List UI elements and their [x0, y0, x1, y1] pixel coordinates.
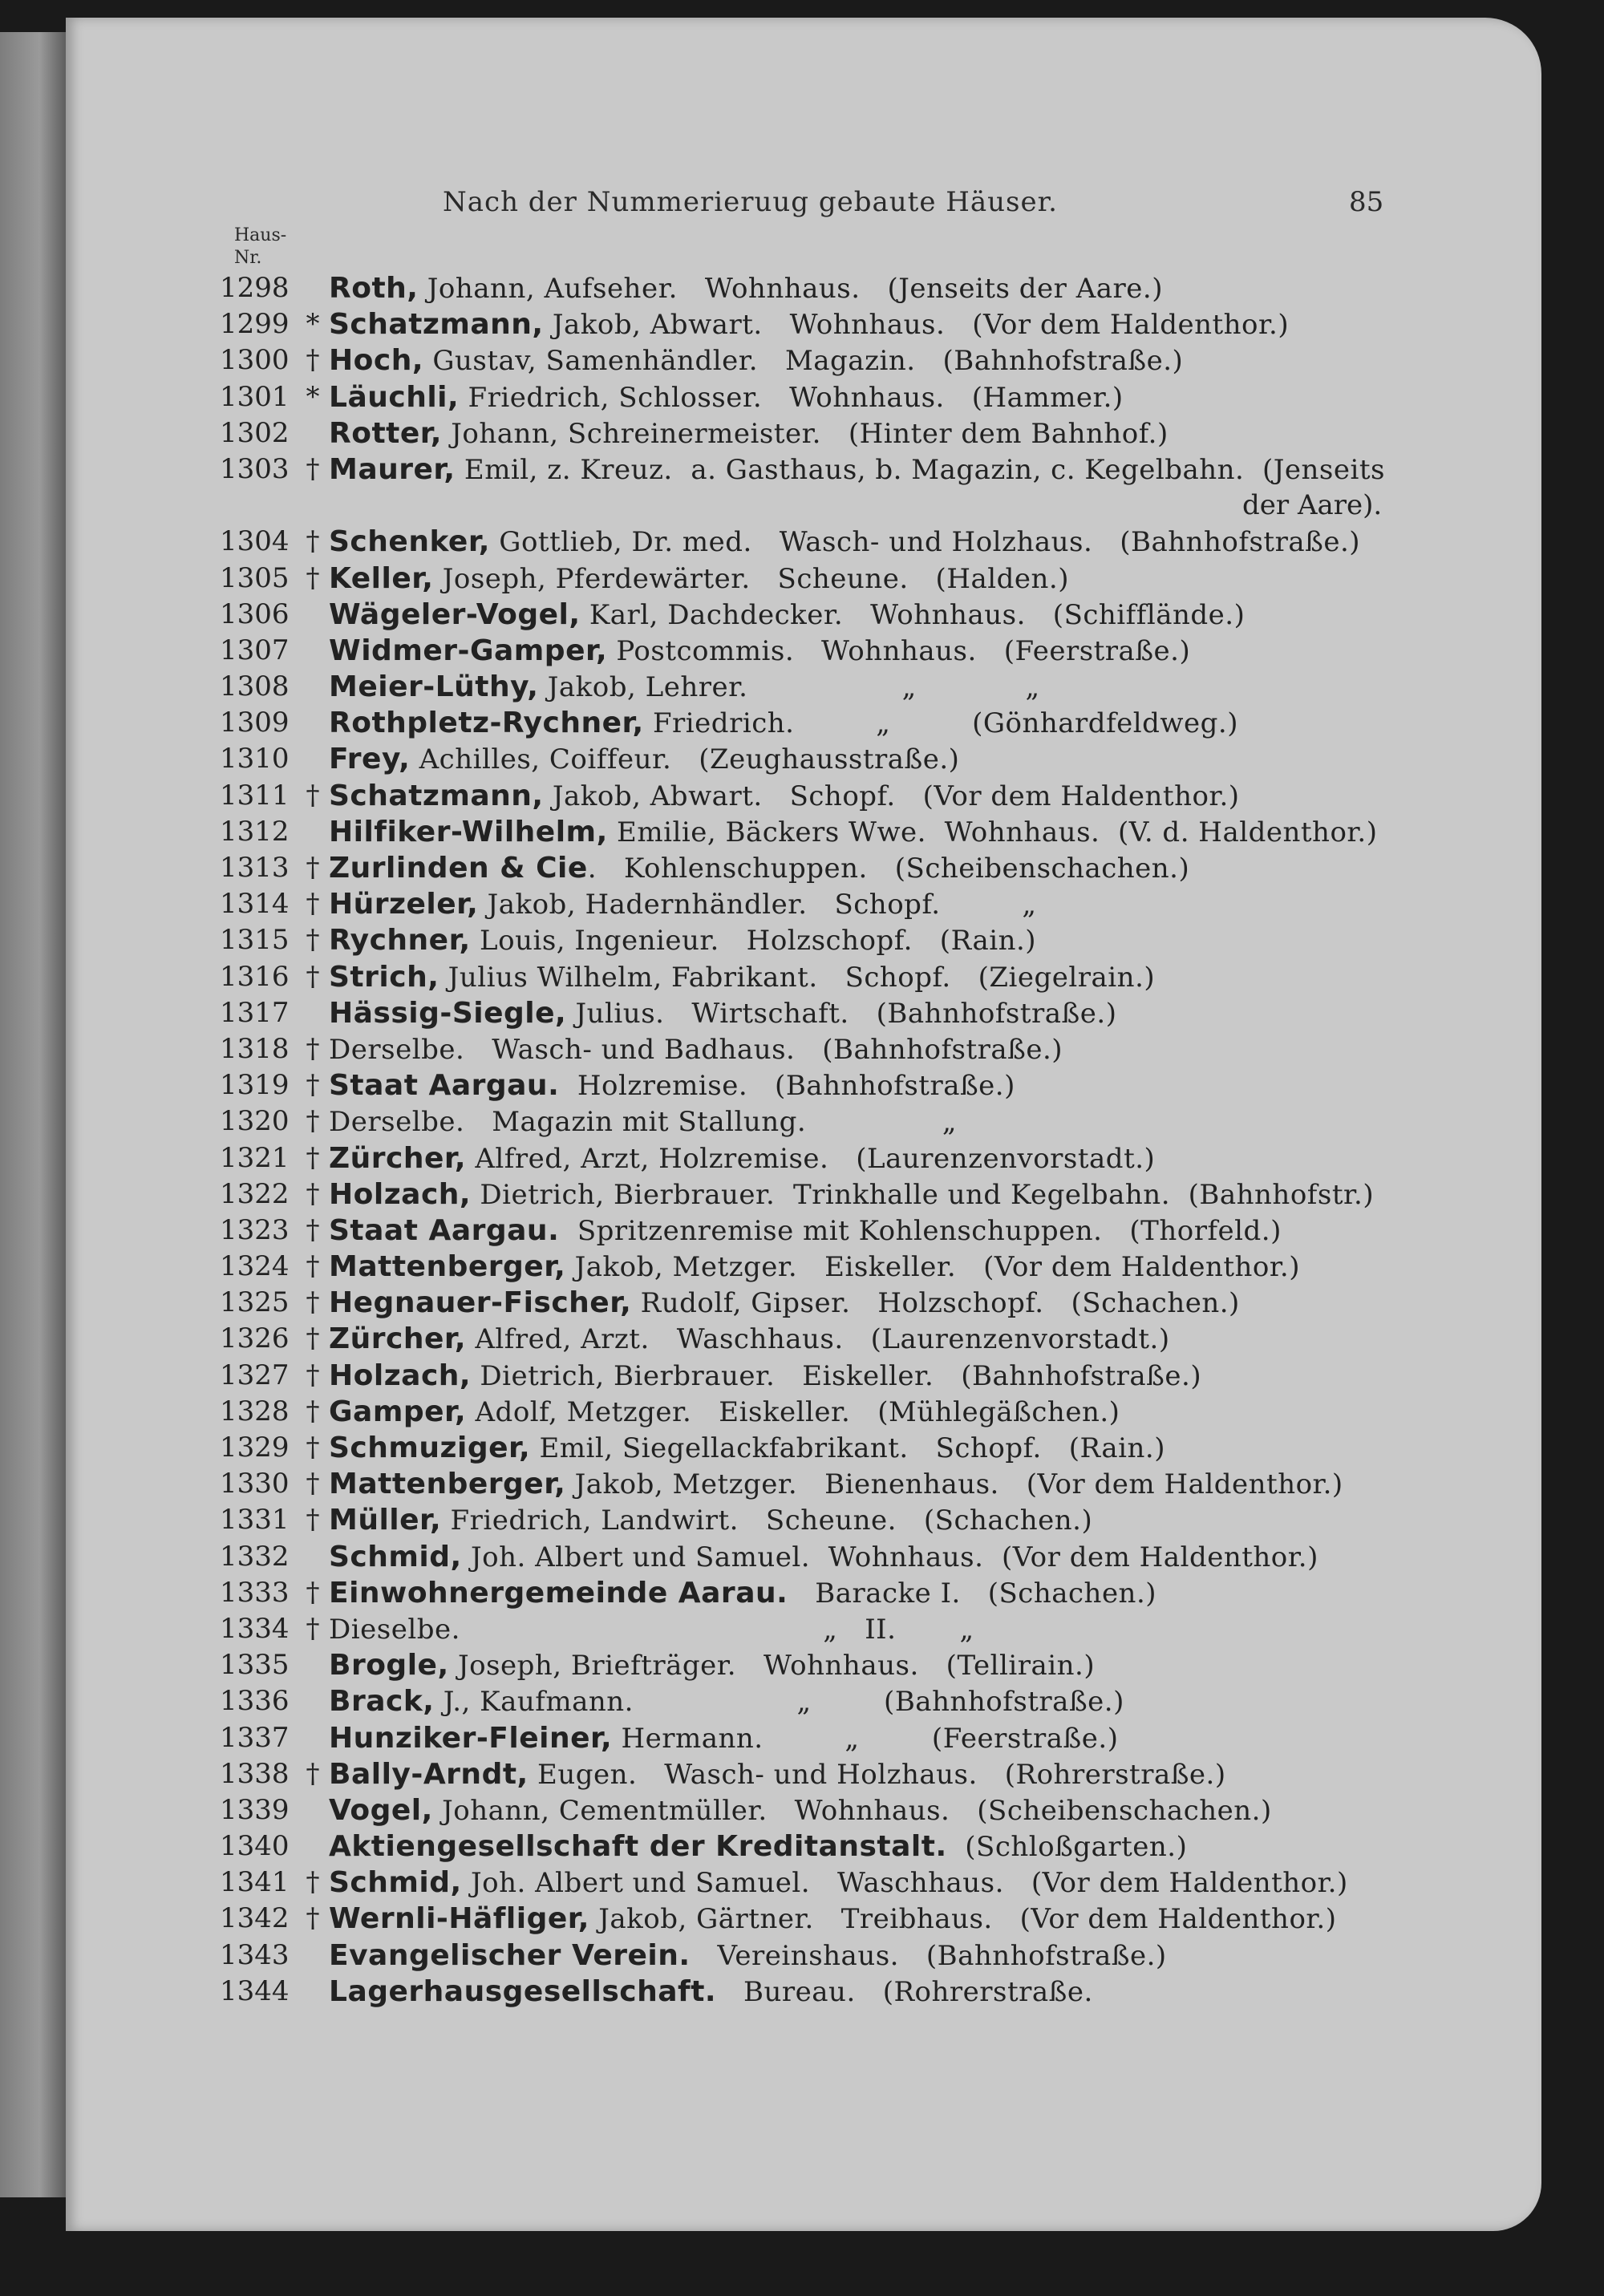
entry-description: Jakob, Abwart. Schopf. (Vor dem Haldenthor.)	[543, 780, 1240, 812]
owner-name: Lagerhausgesellschaft.	[329, 1974, 717, 2008]
house-number: 1333	[220, 1576, 290, 1609]
entry-mark: †	[306, 960, 320, 993]
house-number: 1302	[220, 416, 290, 449]
list-item	[220, 1103, 1423, 1140]
entry-mark: †	[306, 1757, 320, 1790]
house-number: 1340	[220, 1830, 290, 1863]
entry-text	[329, 1502, 1092, 1539]
entry-text	[329, 1938, 1167, 1974]
entry-description: Johann, Aufseher. Wohnhaus. (Jenseits der Aare.)	[418, 273, 1163, 305]
house-number: 1326	[220, 1322, 290, 1355]
entry-description: Rudolf, Gipser. Holzschopf. (Schachen.)	[631, 1287, 1240, 1320]
house-number: 1311	[220, 779, 290, 812]
entry-description: Julius Wilhelm, Fabrikant. Schopf. (Ziegelrain.)	[439, 961, 1156, 994]
entry-text	[329, 270, 1163, 307]
owner-name: Zurlinden & Cie	[329, 852, 588, 885]
owner-name: Brogle,	[329, 1649, 449, 1683]
entry-mark: †	[306, 1286, 320, 1319]
entry-description: Jakob, Gärtner. Treibhaus. (Vor dem Haldenthor.)	[589, 1903, 1337, 1936]
list-item	[220, 1285, 1423, 1321]
list-item	[220, 488, 1423, 524]
house-number: 1339	[220, 1793, 290, 1826]
owner-name: Schmid,	[329, 1540, 462, 1573]
owner-name: Holzach,	[329, 1177, 472, 1211]
owner-name: Frey,	[329, 743, 411, 776]
entry-text	[329, 1865, 1348, 1901]
owner-name: Rychner,	[329, 924, 471, 958]
house-number: 1343	[220, 1938, 290, 1971]
list-item	[220, 778, 1423, 814]
entry-mark: †	[306, 1322, 320, 1355]
list-item	[220, 561, 1423, 597]
list-item	[220, 1176, 1423, 1213]
entry-text	[329, 1901, 1337, 1938]
entry-description: Jakob, Lehrer. „ „	[538, 671, 1040, 704]
house-number: 1344	[220, 1974, 290, 2007]
list-item	[220, 1720, 1423, 1756]
list-item	[220, 379, 1423, 415]
house-number: 1312	[220, 815, 290, 848]
list-item	[220, 669, 1423, 705]
entry-description: Achilles, Coiffeur. (Zeughausstraße.)	[410, 743, 960, 776]
list-item	[220, 741, 1423, 777]
entry-description: J., Kaufmann. „ (Bahnhofstraße.)	[434, 1686, 1124, 1719]
entry-text	[329, 1974, 1093, 2011]
entry-mark: †	[306, 1213, 320, 1246]
house-number: 1299	[220, 308, 290, 341]
entry-mark: †	[306, 1902, 320, 1935]
entry-text	[329, 850, 1189, 887]
column-label	[234, 225, 306, 269]
owner-name: Holzach,	[329, 1359, 472, 1392]
entry-text	[329, 1285, 1240, 1322]
list-item	[220, 1756, 1423, 1792]
owner-name: Brack,	[329, 1685, 435, 1719]
entry-description: Jakob, Metzger. Eiskeller. (Vor dem Haldenthor.)	[565, 1251, 1300, 1284]
house-number: 1301	[220, 380, 290, 413]
entry-mark: †	[306, 1468, 320, 1500]
entry-mark: *	[306, 380, 320, 413]
house-number: 1317	[220, 996, 290, 1029]
entry-description: . Kohlenschuppen. (Scheibenschachen.)	[587, 852, 1190, 885]
list-item	[220, 1901, 1423, 1937]
entry-text	[329, 669, 1040, 706]
list-item	[220, 1358, 1423, 1394]
house-number: 1304	[220, 525, 290, 558]
list-item	[220, 1502, 1423, 1538]
entry-text	[329, 995, 1116, 1032]
house-number: 1334	[220, 1612, 290, 1645]
entry-mark: †	[306, 1032, 320, 1065]
entry-text	[329, 561, 1069, 597]
entry-description: Postcommis. Wohnhaus. (Feerstraße.)	[607, 634, 1191, 667]
owner-name: Widmer-Gamper,	[329, 634, 608, 667]
list-item	[220, 1067, 1423, 1103]
entry-text	[329, 1828, 1187, 1865]
entry-mark: †	[306, 1359, 320, 1391]
entry-description: Friedrich, Landwirt. Scheune. (Schachen.)	[441, 1504, 1093, 1537]
house-number: 1336	[220, 1685, 290, 1718]
entry-text	[329, 959, 1155, 996]
book-page	[66, 18, 1541, 2231]
owner-name: Strich,	[329, 960, 439, 994]
entry-description: Friedrich, Schlosser. Wohnhaus. (Hammer.)	[459, 381, 1124, 414]
list-item	[220, 995, 1423, 1031]
list-item	[220, 1938, 1423, 1974]
entry-text	[329, 379, 1124, 416]
house-number: 1309	[220, 707, 290, 739]
list-item	[220, 306, 1423, 342]
entry-text	[329, 1067, 1015, 1104]
list-item	[220, 1611, 1423, 1647]
owner-name: Maurer,	[329, 452, 456, 486]
house-number: 1323	[220, 1213, 290, 1246]
entry-description: Johann, Schreinermeister. (Hinter dem Bahnhof.)	[441, 417, 1169, 450]
owner-name: Evangelischer Verein.	[329, 1938, 691, 1972]
page-header-title: Nach der Nummerieruug gebaute Häuser.	[443, 186, 1058, 218]
owner-name: Hilfiker-Wilhelm,	[329, 815, 608, 848]
entry-description: Derselbe. Magazin mit Stallung. „	[329, 1106, 957, 1139]
entry-description: Hermann. „ (Feerstraße.)	[612, 1722, 1119, 1755]
house-number: 1342	[220, 1902, 290, 1935]
entry-text	[329, 1720, 1118, 1757]
list-item	[220, 524, 1423, 560]
list-item	[220, 452, 1423, 488]
owner-name: Rotter,	[329, 416, 442, 450]
owner-name: Roth,	[329, 272, 419, 305]
owner-name: Wägeler-Vogel,	[329, 597, 581, 631]
entry-description: Gottlieb, Dr. med. Wasch- und Holzhaus. (Bahnhofstraße.)	[489, 526, 1361, 559]
entry-text	[329, 1249, 1300, 1286]
entry-text	[329, 1358, 1201, 1395]
owner-name: Einwohnergemeinde Aarau.	[329, 1576, 788, 1610]
column-label-line1: Haus-	[234, 225, 287, 245]
entry-text	[329, 1611, 974, 1648]
list-item	[220, 1539, 1423, 1575]
list-item	[220, 270, 1423, 306]
entry-description: Joseph, Briefträger. Wohnhaus. (Tellirain.)	[448, 1650, 1096, 1683]
list-item	[220, 1647, 1423, 1683]
entry-description: Bureau. (Rohrerstraße.	[716, 1975, 1093, 2008]
entry-mark: †	[306, 1504, 320, 1537]
entry-text	[329, 1466, 1343, 1503]
house-entry-list	[220, 270, 1423, 2010]
entry-description: Johann, Cementmüller. Wohnhaus. (Scheibenschachen.)	[432, 1794, 1272, 1827]
entry-description: Holzremise. (Bahnhofstraße.)	[559, 1070, 1015, 1103]
house-number: 1308	[220, 670, 290, 703]
entry-description: Emil, z. Kreuz. a. Gasthaus, b. Magazin, c. Kegelbahn. (Jenseits	[455, 453, 1385, 486]
list-item	[220, 597, 1423, 633]
owner-name: Gamper,	[329, 1395, 467, 1428]
page-number: 85	[1349, 186, 1384, 218]
owner-name: Schmid,	[329, 1866, 462, 1900]
owner-name: Zürcher,	[329, 1322, 467, 1356]
entry-description: Alfred, Arzt. Waschhaus. (Laurenzenvorstadt.)	[466, 1323, 1170, 1356]
house-number: 1310	[220, 743, 290, 775]
house-number: 1341	[220, 1866, 290, 1899]
entry-mark: †	[306, 525, 320, 558]
entry-description: Emilie, Bäckers Wwe. Wohnhaus. (V. d. Haldenthor.)	[607, 816, 1378, 848]
entry-text	[329, 1756, 1226, 1793]
entry-description: Eugen. Wasch- und Holzhaus. (Rohrerstraße.)	[528, 1758, 1226, 1791]
house-number: 1319	[220, 1069, 290, 1102]
list-item	[220, 1828, 1423, 1865]
owner-name: Schatzmann,	[329, 779, 544, 812]
entry-mark: †	[306, 1395, 320, 1427]
house-number: 1315	[220, 924, 290, 957]
entry-mark: †	[306, 924, 320, 957]
entry-text	[329, 922, 1036, 959]
entry-mark: †	[306, 888, 320, 921]
entry-mark: †	[306, 1250, 320, 1283]
entry-description: Alfred, Arzt, Holzremise. (Laurenzenvorstadt.)	[466, 1142, 1156, 1175]
entry-text	[329, 1683, 1124, 1720]
entry-text	[329, 1031, 1063, 1068]
entry-description: Vereinshaus. (Bahnhofstraße.)	[690, 1939, 1167, 1972]
entry-text	[329, 1539, 1318, 1576]
entry-mark: †	[306, 1431, 320, 1464]
owner-name: Mattenberger,	[329, 1468, 566, 1501]
list-item	[220, 959, 1423, 995]
list-item	[220, 1140, 1423, 1176]
list-item	[220, 1213, 1423, 1249]
house-number: 1313	[220, 852, 290, 884]
house-number: 1307	[220, 634, 290, 666]
entry-text	[329, 415, 1169, 452]
entry-text	[329, 705, 1238, 742]
entry-continuation: der Aare).	[1242, 489, 1383, 522]
entry-text	[329, 1103, 957, 1140]
entry-description: Derselbe. Wasch- und Badhaus. (Bahnhofstraße.)	[329, 1033, 1063, 1066]
entry-description: Jakob, Hadernhändler. Schopf. „	[478, 889, 1037, 921]
entry-mark: †	[306, 344, 320, 377]
entry-description: Gustav, Samenhändler. Magazin. (Bahnhofstraße.)	[423, 345, 1184, 378]
list-item	[220, 1321, 1423, 1357]
list-item	[220, 1394, 1423, 1430]
entry-description: (Schloßgarten.)	[946, 1831, 1188, 1864]
house-number: 1303	[220, 452, 290, 485]
house-number: 1320	[220, 1105, 290, 1138]
entry-description: Dieselbe. „ II. „	[329, 1613, 974, 1646]
owner-name: Schatzmann,	[329, 308, 544, 342]
entry-text	[329, 633, 1190, 670]
list-item	[220, 1430, 1423, 1466]
house-number: 1321	[220, 1141, 290, 1174]
house-number: 1337	[220, 1721, 290, 1754]
owner-name: Müller,	[329, 1504, 442, 1537]
entry-text	[329, 1213, 1282, 1249]
entry-description: Dietrich, Bierbrauer. Trinkhalle und Kegelbahn. (Bahnhofstr.)	[471, 1178, 1375, 1211]
entry-mark: †	[306, 1069, 320, 1102]
entry-description: Dietrich, Bierbrauer. Eiskeller. (Bahnhofstraße.)	[471, 1359, 1202, 1392]
entry-text	[329, 1792, 1272, 1829]
house-number: 1318	[220, 1032, 290, 1065]
entry-text	[329, 1176, 1374, 1213]
entry-text	[329, 452, 1385, 488]
entry-text	[329, 306, 1289, 343]
owner-name: Staat Aargau.	[329, 1069, 560, 1103]
house-number: 1306	[220, 597, 290, 630]
entry-text	[329, 597, 1245, 634]
owner-name: Hoch,	[329, 344, 424, 378]
entry-text	[329, 1321, 1170, 1358]
owner-name: Bally-Arndt,	[329, 1757, 529, 1791]
house-number: 1305	[220, 561, 290, 594]
house-number: 1327	[220, 1359, 290, 1391]
entry-mark: *	[306, 308, 320, 341]
house-number: 1338	[220, 1757, 290, 1790]
entry-text	[329, 1575, 1156, 1612]
entry-mark: †	[306, 452, 320, 485]
entry-description: Joh. Albert und Samuel. Wohnhaus. (Vor dem Haldenthor.)	[461, 1541, 1318, 1573]
house-number: 1300	[220, 344, 290, 377]
owner-name: Staat Aargau.	[329, 1213, 560, 1247]
list-item	[220, 1683, 1423, 1719]
owner-name: Hegnauer-Fischer,	[329, 1286, 632, 1320]
entry-text	[329, 886, 1037, 923]
entry-description: Friedrich. „ (Gönhardfeldweg.)	[643, 707, 1238, 740]
entry-text	[329, 1430, 1165, 1467]
owner-name: Läuchli,	[329, 380, 460, 414]
entry-text	[329, 342, 1183, 379]
entry-text	[329, 1140, 1155, 1177]
house-number: 1335	[220, 1649, 290, 1682]
list-item	[220, 1792, 1423, 1828]
owner-name: Vogel,	[329, 1793, 433, 1827]
entry-description: Jakob, Metzger. Bienenhaus. (Vor dem Haldenthor.)	[565, 1468, 1343, 1501]
entry-mark: †	[306, 1866, 320, 1899]
list-item	[220, 886, 1423, 922]
entry-text	[329, 524, 1360, 561]
owner-name: Aktiengesellschaft der Kreditanstalt.	[329, 1830, 947, 1864]
list-item	[220, 415, 1423, 452]
entry-mark: †	[306, 1612, 320, 1645]
house-number: 1332	[220, 1540, 290, 1573]
owner-name: Zürcher,	[329, 1141, 467, 1175]
list-item	[220, 1974, 1423, 2010]
list-item	[220, 633, 1423, 669]
owner-name: Schmuziger,	[329, 1431, 531, 1464]
owner-name: Hunziker-Fleiner,	[329, 1721, 613, 1755]
entry-text	[329, 1647, 1095, 1684]
entry-text	[329, 778, 1240, 815]
house-number: 1324	[220, 1250, 290, 1283]
entry-mark: †	[306, 1177, 320, 1210]
house-number: 1322	[220, 1177, 290, 1210]
left-page-edge	[0, 32, 66, 2197]
entry-description: Spritzenremise mit Kohlenschuppen. (Thorfeld.)	[559, 1214, 1282, 1247]
list-item	[220, 1249, 1423, 1285]
owner-name: Meier-Lüthy,	[329, 670, 539, 704]
entry-mark: †	[306, 852, 320, 884]
house-number: 1298	[220, 272, 290, 304]
house-number: 1331	[220, 1504, 290, 1537]
owner-name: Rothpletz-Rychner,	[329, 707, 644, 740]
owner-name: Hässig-Siegle,	[329, 996, 567, 1030]
entry-description: Baracke I. (Schachen.)	[788, 1577, 1157, 1610]
house-number: 1329	[220, 1431, 290, 1464]
owner-name: Schenker,	[329, 525, 490, 559]
list-item	[220, 1466, 1423, 1502]
house-number: 1316	[220, 960, 290, 993]
entry-mark: †	[306, 1576, 320, 1609]
entry-mark: †	[306, 779, 320, 812]
list-item	[220, 1865, 1423, 1901]
entry-description: Karl, Dachdecker. Wohnhaus. (Schifflände.)	[580, 598, 1246, 631]
house-number: 1325	[220, 1286, 290, 1319]
list-item	[220, 1575, 1423, 1611]
owner-name: Wernli-Häfliger,	[329, 1902, 589, 1936]
house-number: 1314	[220, 888, 290, 921]
entry-mark: †	[306, 561, 320, 594]
entry-mark: †	[306, 1141, 320, 1174]
list-item	[220, 922, 1423, 958]
list-item	[220, 342, 1423, 379]
house-number: 1330	[220, 1468, 290, 1500]
list-item	[220, 1031, 1423, 1067]
entry-text	[329, 1394, 1120, 1431]
entry-description: Emil, Siegellackfabrikant. Schopf. (Rain.)	[530, 1432, 1165, 1464]
owner-name: Hürzeler,	[329, 888, 479, 921]
entry-description: Joh. Albert und Samuel. Waschhaus. (Vor dem Haldenthor.)	[461, 1867, 1348, 1900]
column-label-line2: Nr.	[234, 248, 262, 268]
owner-name: Mattenberger,	[329, 1250, 566, 1284]
entry-description: Joseph, Pferdewärter. Scheune. (Halden.)	[433, 562, 1069, 595]
entry-mark: †	[306, 1105, 320, 1138]
entry-text	[329, 741, 959, 778]
entry-description: Jakob, Abwart. Wohnhaus. (Vor dem Haldenthor.)	[543, 309, 1290, 342]
entry-description: Louis, Ingenieur. Holzschopf. (Rain.)	[470, 925, 1037, 958]
list-item	[220, 705, 1423, 741]
list-item	[220, 814, 1423, 850]
entry-description: Julius. Wirtschaft. (Bahnhofstraße.)	[566, 997, 1117, 1030]
entry-text	[329, 814, 1378, 851]
list-item	[220, 850, 1423, 886]
house-number: 1328	[220, 1395, 290, 1427]
entry-description: Adolf, Metzger. Eiskeller. (Mühlegäßchen.)	[466, 1395, 1120, 1428]
owner-name: Keller,	[329, 561, 434, 595]
